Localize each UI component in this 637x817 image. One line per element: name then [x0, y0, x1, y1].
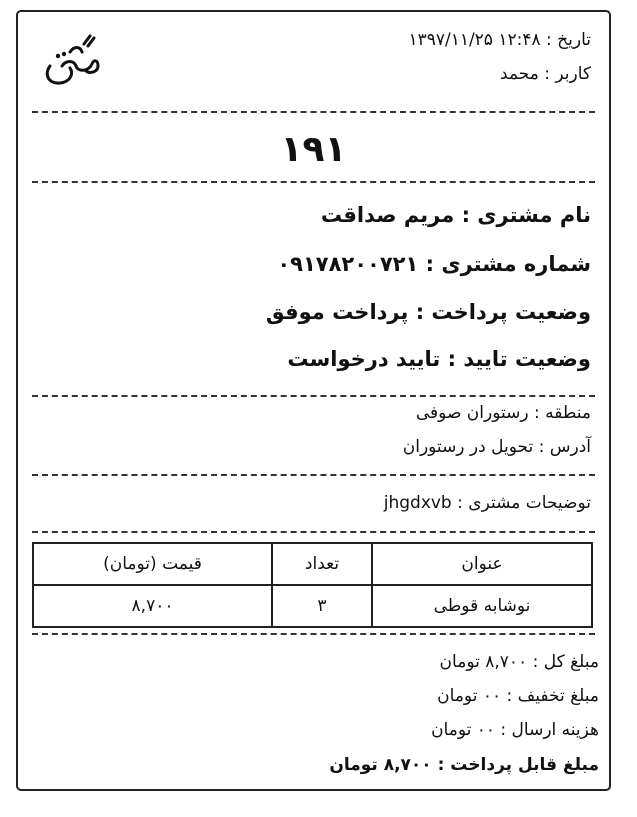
customer-name-label: نام مشتری : [461, 203, 591, 227]
divider [32, 395, 595, 397]
customer-phone-line [277, 252, 591, 276]
item-price: ۸,۷۰۰ [33, 585, 272, 627]
approval-status-label: وضعیت تایید : [447, 347, 591, 371]
date-value: ۱۲:۴۸ ۱۳۹۷/۱۱/۲۵ [408, 30, 541, 50]
notes-label: توضیحات مشتری : [457, 493, 591, 513]
payment-status-label: وضعیت پرداخت : [415, 300, 591, 324]
payable-value: ۸,۷۰۰ تومان [329, 755, 432, 775]
payment-status-line [266, 300, 591, 324]
customer-phone-label: شماره مشتری : [425, 252, 591, 276]
region-value: رستوران صوفی [415, 403, 529, 423]
items-table [32, 542, 593, 628]
discount-label: مبلغ تخفیف : [506, 686, 599, 706]
address-line [403, 437, 591, 457]
region-label: منطقه : [533, 403, 591, 423]
item-qty: ۳ [272, 585, 372, 627]
shipping-line [431, 720, 599, 740]
user-value: محمد [500, 64, 539, 84]
column-header-title: عنوان [372, 543, 592, 585]
item-title: نوشابه قوطی [372, 585, 592, 627]
discount-value: ۰۰ تومان [437, 686, 502, 706]
divider [32, 633, 595, 635]
payment-status-value: پرداخت موفق [265, 300, 409, 324]
table-row [33, 585, 592, 627]
date-label: تاریخ : [546, 30, 591, 50]
customer-name-value: مریم صداقت [320, 203, 455, 227]
brand-logo [40, 26, 104, 90]
user-label: کاربر : [544, 64, 591, 84]
address-value: تحویل در رستوران [402, 437, 534, 457]
column-header-qty: تعداد [272, 543, 372, 585]
total-value: ۸,۷۰۰ تومان [439, 652, 528, 672]
customer-phone-value: ۰۹۱۷۸۲۰۰۷۲۱ [277, 252, 419, 276]
shipping-label: هزینه ارسال : [500, 720, 599, 740]
date-line [408, 30, 591, 50]
user-line [500, 64, 591, 84]
receipt [16, 10, 611, 791]
divider [32, 111, 595, 113]
region-line [416, 403, 591, 423]
notes-line [384, 493, 591, 513]
total-line [440, 652, 599, 672]
divider [32, 474, 595, 476]
divider [32, 181, 595, 183]
customer-name-line [321, 203, 591, 227]
payable-line [329, 755, 599, 775]
approval-status-value: تایید درخواست [287, 347, 441, 371]
column-header-price: قیمت (تومان) [33, 543, 272, 585]
table-header-row [33, 543, 592, 585]
approval-status-line [287, 347, 591, 371]
notes-value: jhgdxvb [383, 493, 452, 513]
divider [32, 531, 595, 533]
address-label: آدرس : [538, 437, 591, 457]
payable-label: مبلغ قابل پرداخت : [437, 755, 599, 775]
shipping-value: ۰۰ تومان [431, 720, 496, 740]
total-label: مبلغ کل : [532, 652, 599, 672]
order-number: ۱۹۱ [280, 129, 347, 170]
discount-line [437, 686, 599, 706]
